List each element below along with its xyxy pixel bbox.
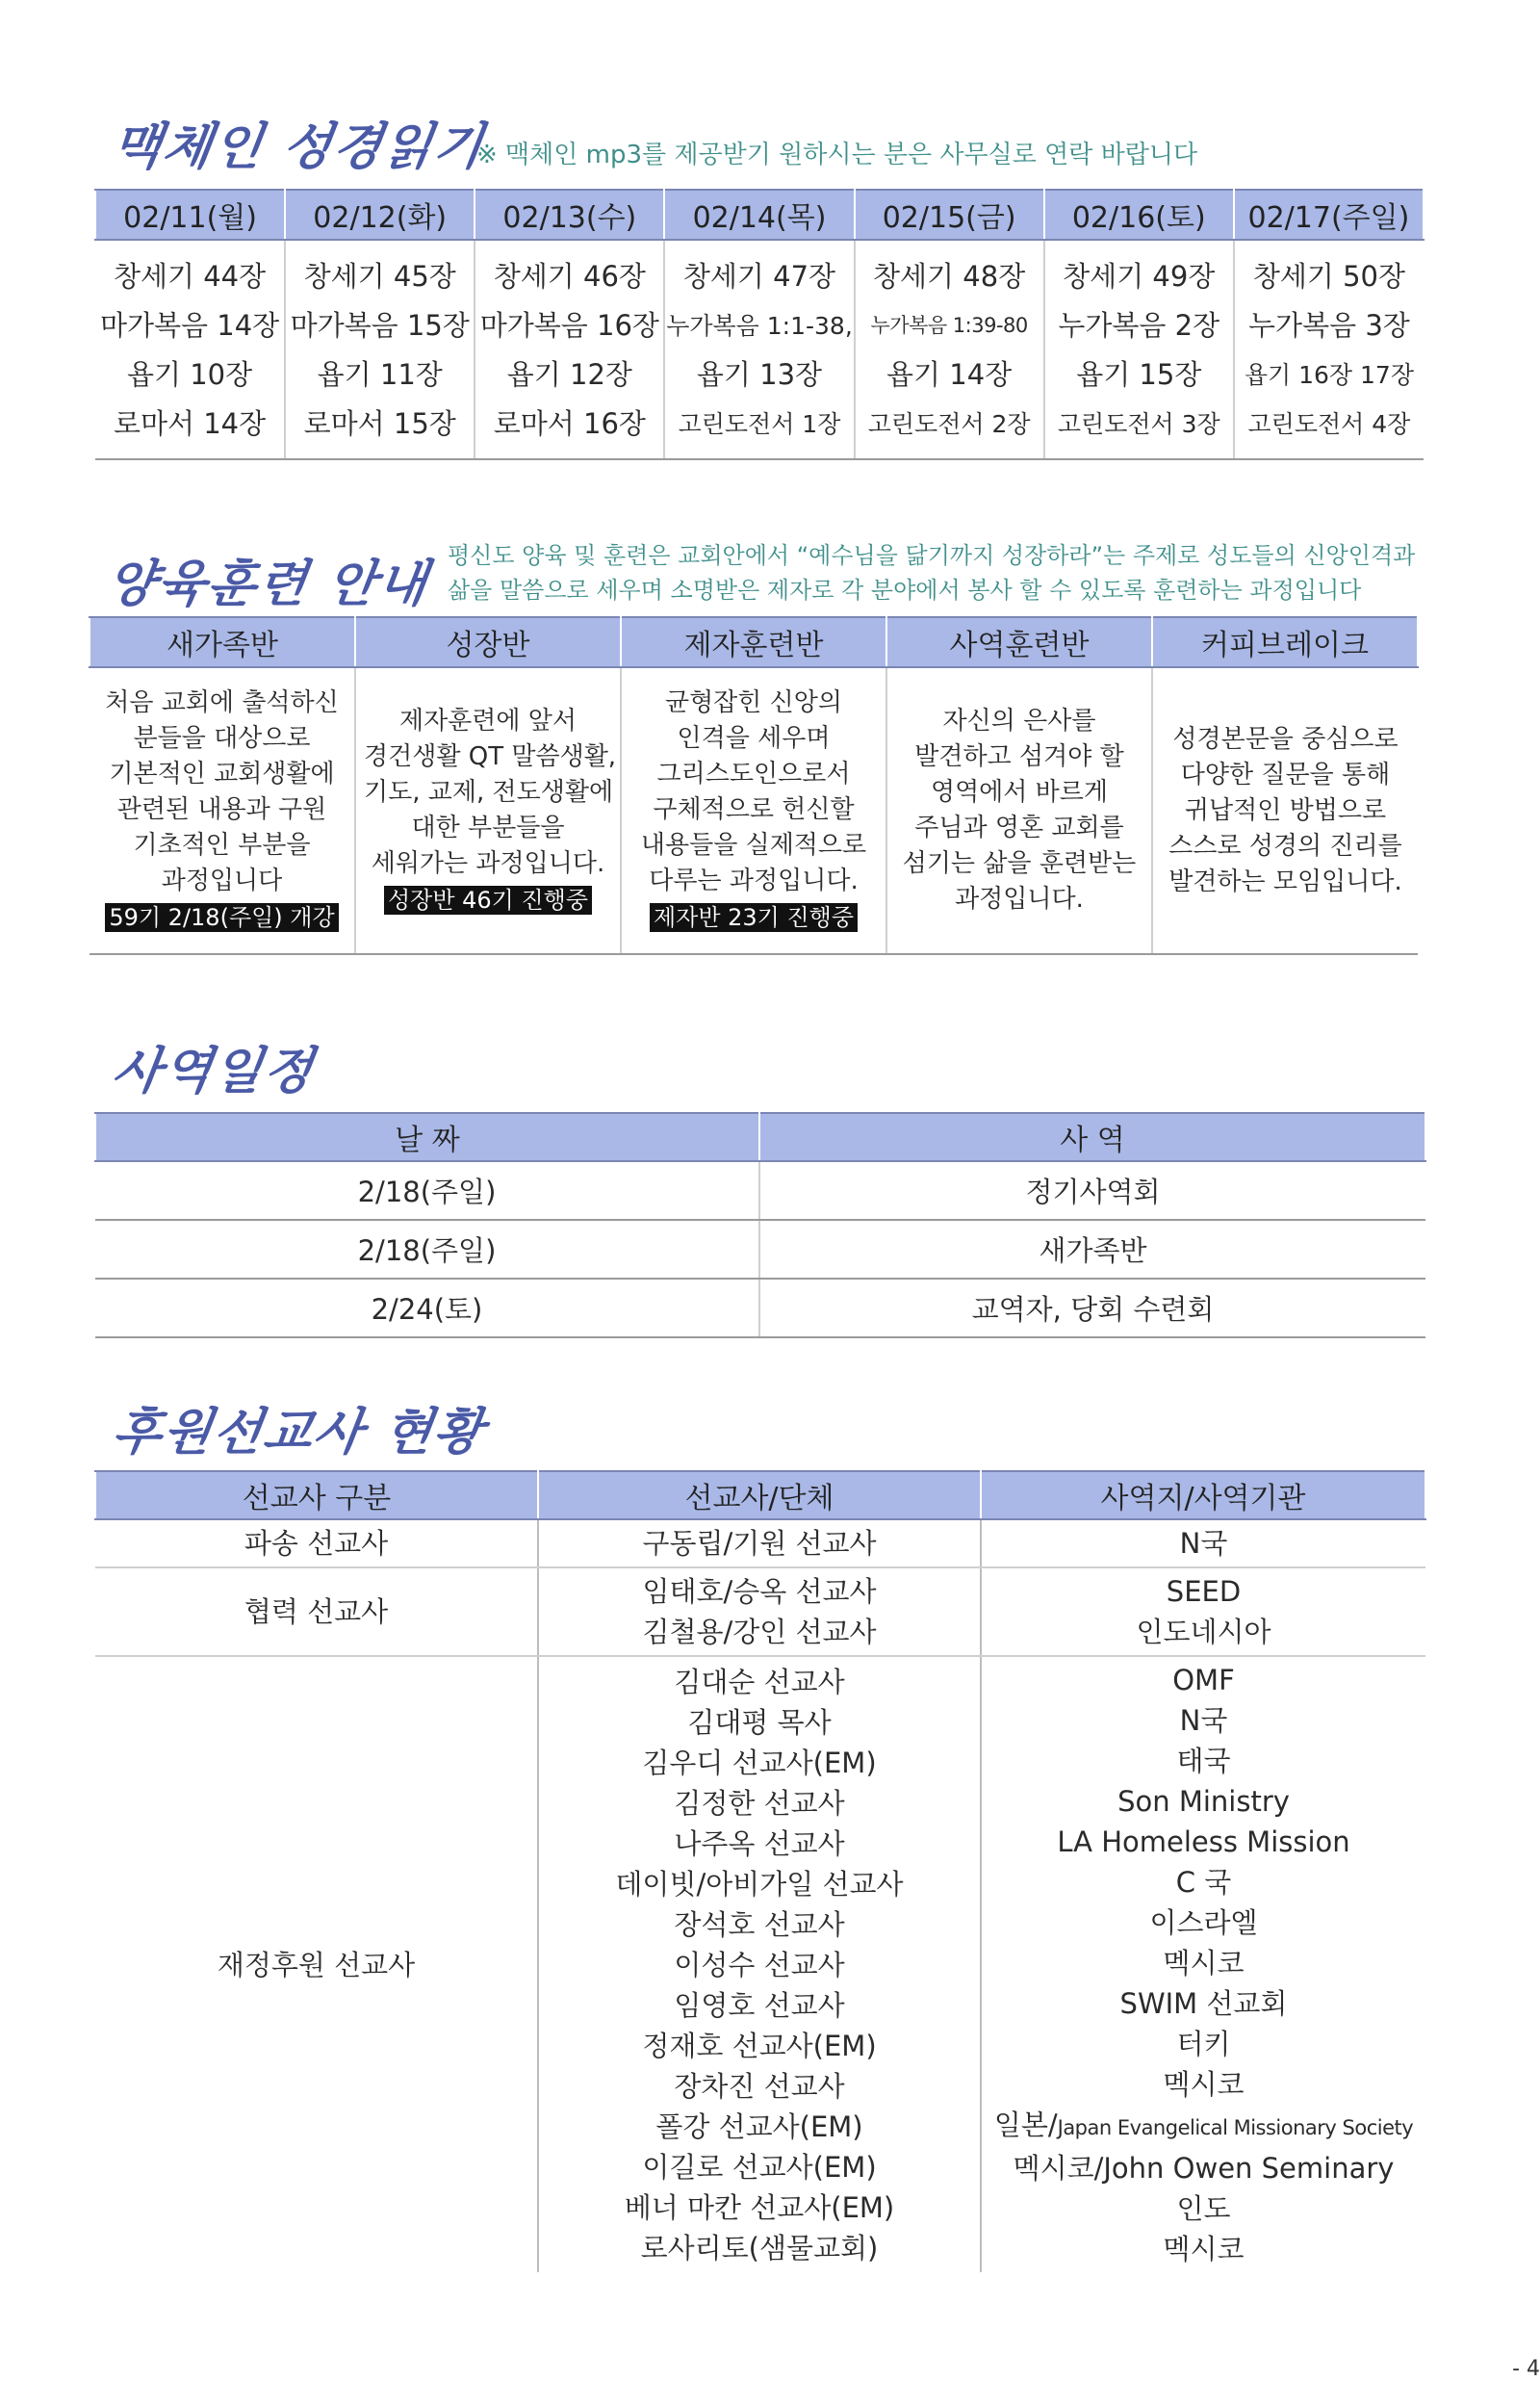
reading-line: 고린도전서 2장 xyxy=(867,410,1031,438)
course-line: 주님과 영혼 교회를 xyxy=(914,814,1124,842)
course-line: 인격을 세우며 xyxy=(677,724,831,753)
missionary-place xyxy=(982,2105,1425,2148)
reading-line: 고린도전서 3장 xyxy=(1057,410,1220,438)
reading-line: 고린도전서 4장 xyxy=(1247,410,1411,438)
missionary-places xyxy=(981,1567,1425,1656)
reading-line: 창세기 46장 xyxy=(493,260,646,293)
missionary-name: 베너 마칸 선교사(EM) xyxy=(624,2190,895,2224)
course-header: 사역훈련반 xyxy=(886,617,1152,667)
missionary-place: C 국 xyxy=(1175,1866,1232,1899)
missionary-place-header: 사역지/사역기관 xyxy=(981,1471,1425,1519)
reading-line: 누가복음 2장 xyxy=(1058,309,1220,342)
schedule-date: 2/18(주일) xyxy=(95,1161,759,1220)
missionary-name-header: 선교사/단체 xyxy=(538,1471,981,1519)
course-line: 성경본문을 중심으로 xyxy=(1172,724,1399,754)
bible-day-cell xyxy=(95,240,285,459)
bible-date-header: 02/17(주일) xyxy=(1234,190,1424,240)
course-header: 성장반 xyxy=(355,617,621,667)
missionary-place: SWIM 선교회 xyxy=(1119,1987,1288,2020)
course-line: 기초적인 부분을 xyxy=(133,831,311,860)
course-line: 그리스도인으로서 xyxy=(656,760,851,789)
missionary-names xyxy=(538,1656,981,2272)
missionary-name: 구동립/기원 선교사 xyxy=(642,1527,877,1560)
course-description xyxy=(621,667,886,954)
missionary-name: 데이빗/아비가일 선교사 xyxy=(615,1867,904,1901)
missionary-place: OMF xyxy=(1172,1664,1235,1696)
missionary-place-prefix: 일본/ xyxy=(993,2109,1058,2141)
missionary-place: 태국 xyxy=(1176,1745,1231,1777)
course-line: 처음 교회에 출석하신 xyxy=(105,688,339,717)
schedule-event-header: 사 역 xyxy=(759,1113,1425,1161)
missionary-name: 김철용/강인 선교사 xyxy=(642,1616,877,1648)
bible-day-cell xyxy=(855,240,1044,459)
reading-line: 로마서 15장 xyxy=(303,407,456,440)
course-line: 대한 부분들을 xyxy=(411,813,565,842)
training-section-title: 양육훈련 안내 xyxy=(103,556,432,613)
course-line: 자신의 은사를 xyxy=(942,707,1096,736)
course-line: 다양한 질문을 통해 xyxy=(1180,760,1391,789)
reading-line: 창세기 50장 xyxy=(1252,260,1406,293)
missionary-place: N국 xyxy=(1179,1527,1228,1560)
missionary-place: 터키 xyxy=(1176,2028,1231,2060)
course-header: 제자훈련반 xyxy=(621,617,886,667)
bible-date-header: 02/13(수) xyxy=(475,190,664,240)
training-table xyxy=(89,616,1419,955)
course-line: 분들을 대상으로 xyxy=(133,724,311,753)
table-row xyxy=(95,1656,1425,2272)
missionary-category-header: 선교사 구분 xyxy=(95,1471,538,1519)
reading-line: 창세기 49장 xyxy=(1063,260,1216,293)
table-row xyxy=(95,1567,1425,1656)
bible-date-header: 02/15(금) xyxy=(855,190,1044,240)
course-line: 세워가는 과정입니다. xyxy=(371,848,605,878)
reading-line: 창세기 44장 xyxy=(113,260,267,293)
bible-date-header: 02/16(토) xyxy=(1044,190,1234,240)
missionary-place: SEED xyxy=(1166,1575,1242,1608)
course-header: 새가족반 xyxy=(90,617,355,667)
course-line: 귀납적인 방법으로 xyxy=(1184,795,1387,825)
missionary-name: 폴강 선교사(EM) xyxy=(655,2109,863,2143)
reading-line: 마가복음 14장 xyxy=(99,309,280,342)
bible-day-cell xyxy=(664,240,854,459)
missionary-places xyxy=(981,1519,1425,1567)
schedule-table xyxy=(94,1112,1426,1338)
course-line: 과정입니다 xyxy=(161,867,283,895)
course-status-badge: 제자반 23기 진행중 xyxy=(650,903,858,932)
course-line: 관련된 내용과 구원 xyxy=(116,795,327,824)
missionary-places xyxy=(981,1656,1425,2272)
course-description xyxy=(355,667,621,954)
course-line: 제자훈련에 앞서 xyxy=(398,706,578,736)
missionary-name: 정재호 선교사(EM) xyxy=(642,2029,877,2062)
bible-day-cell xyxy=(1044,240,1234,459)
schedule-event: 정기사역회 xyxy=(759,1161,1425,1220)
course-line: 구체적으로 헌신할 xyxy=(653,795,855,824)
missionary-place: 멕시코/John Owen Seminary xyxy=(1013,2152,1395,2185)
missionary-table xyxy=(94,1470,1426,2272)
missionary-name: 김정한 선교사 xyxy=(674,1786,845,1820)
missionary-place: LA Homeless Mission xyxy=(1057,1825,1350,1858)
course-line: 기도, 교제, 전도생활에 xyxy=(364,777,614,807)
course-status-badge: 59기 2/18(주일) 개강 xyxy=(105,903,338,932)
missionary-place: 이스라엘 xyxy=(1149,1906,1258,1939)
course-line: 내용들을 실제적으로 xyxy=(640,831,867,860)
missionary-category: 재정후원 선교사 xyxy=(217,1948,416,1981)
reading-line: 누가복음 1:1-38, xyxy=(666,312,853,340)
training-intro-line: 삶을 말씀으로 세우며 소명받은 제자로 각 분야에서 봉사 할 수 있도록 훈련하는 과정입니다 xyxy=(448,577,1362,604)
schedule-date-header: 날 짜 xyxy=(95,1113,759,1161)
bible-date-header: 02/12(화) xyxy=(285,190,475,240)
missionary-category: 협력 선교사 xyxy=(95,1567,538,1656)
course-line: 스스로 성경의 진리를 xyxy=(1168,831,1402,861)
course-status-badge: 성장반 46기 진행중 xyxy=(384,886,592,915)
course-header: 커피브레이크 xyxy=(1152,617,1418,667)
schedule-date: 2/24(토) xyxy=(95,1279,759,1337)
reading-line: 욥기 14장 xyxy=(886,358,1013,391)
bible-day-cell xyxy=(285,240,475,459)
course-line: 균형잡힌 신앙의 xyxy=(664,688,843,717)
schedule-section-title: 사역일정 xyxy=(109,1043,319,1100)
course-description xyxy=(886,667,1152,954)
reading-line: 고린도전서 1장 xyxy=(678,410,841,438)
missionary-name: 임태호/승옥 선교사 xyxy=(642,1575,877,1608)
reading-line: 누가복음 3장 xyxy=(1248,309,1410,342)
table-row xyxy=(95,1279,1425,1337)
bible-section-title: 맥체인 성경읽기 xyxy=(109,118,489,176)
reading-line: 욥기 13장 xyxy=(696,358,823,391)
course-line: 발견하는 모임입니다. xyxy=(1168,867,1402,896)
missionary-name: 이길로 선교사(EM) xyxy=(642,2150,877,2184)
reading-line: 마가복음 16장 xyxy=(479,309,659,342)
course-line: 영역에서 바르게 xyxy=(930,778,1109,807)
missionary-place: Son Ministry xyxy=(1117,1785,1290,1818)
missionary-name: 나주옥 선교사 xyxy=(674,1826,845,1860)
missionary-name: 로사리토(샘물교회) xyxy=(640,2231,879,2265)
missionary-place: N국 xyxy=(1179,1704,1228,1737)
reading-line: 욥기 12장 xyxy=(506,358,632,391)
course-description xyxy=(90,667,355,954)
reading-line: 창세기 47장 xyxy=(682,260,836,293)
reading-line: 로마서 16장 xyxy=(493,407,646,440)
missionary-place: 멕시코 xyxy=(1163,2068,1245,2101)
schedule-event: 새가족반 xyxy=(759,1220,1425,1279)
schedule-date: 2/18(주일) xyxy=(95,1220,759,1279)
bible-note: ※ 맥체인 mp3를 제공받기 원하시는 분은 사무실로 연락 바랍니다 xyxy=(476,141,1198,169)
course-line: 과정입니다. xyxy=(955,885,1084,914)
missionary-place: 멕시코 xyxy=(1163,2233,1245,2265)
reading-line: 욥기 11장 xyxy=(317,358,443,391)
reading-line: 욥기 16장 17장 xyxy=(1244,361,1414,389)
course-line: 기본적인 교회생활에 xyxy=(109,760,335,789)
training-intro-line: 평신도 양육 및 훈련은 교회안에서 “예수님을 닮기까지 성장하라”는 주제로 성도들의 신앙인격과 xyxy=(448,542,1416,569)
course-description xyxy=(1152,667,1418,954)
reading-line: 누가복음 1:39-80 xyxy=(870,314,1028,337)
reading-line: 마가복음 15장 xyxy=(290,309,470,342)
missionary-names xyxy=(538,1519,981,1567)
course-line: 섬기는 삶을 훈련받는 xyxy=(902,849,1137,878)
course-line: 경건생활 QT 말씀생활, xyxy=(364,741,617,771)
reading-line: 로마서 14장 xyxy=(113,407,267,440)
training-intro xyxy=(448,538,1420,608)
bible-date-header: 02/14(목) xyxy=(664,190,854,240)
bible-date-header: 02/11(월) xyxy=(95,190,285,240)
missionary-place: 인도네시아 xyxy=(1136,1616,1271,1648)
missionary-place: 멕시코 xyxy=(1163,1947,1245,1980)
missionary-name: 장차진 선교사 xyxy=(674,2069,845,2103)
bible-day-cell xyxy=(1234,240,1424,459)
reading-line: 창세기 45장 xyxy=(303,260,456,293)
table-row xyxy=(95,1161,1425,1220)
reading-line: 욥기 15장 xyxy=(1076,358,1202,391)
table-row xyxy=(95,1220,1425,1279)
bible-reading-table xyxy=(94,189,1424,460)
table-row xyxy=(95,1519,1425,1567)
reading-line: 욥기 10장 xyxy=(126,358,253,391)
course-line: 다루는 과정입니다. xyxy=(649,867,859,895)
missionary-name: 임영호 선교사 xyxy=(674,1988,845,2022)
missionary-names xyxy=(538,1567,981,1656)
missionary-name: 이성수 선교사 xyxy=(674,1948,845,1981)
reading-line: 창세기 48장 xyxy=(873,260,1026,293)
missionary-name: 장석호 선교사 xyxy=(674,1907,845,1941)
course-line: 발견하고 섬겨야 할 xyxy=(914,742,1124,771)
missionary-name: 김대평 목사 xyxy=(687,1705,832,1739)
missionary-place: 인도 xyxy=(1176,2192,1231,2225)
bible-day-cell xyxy=(475,240,664,459)
missionary-name: 김대순 선교사 xyxy=(674,1665,845,1698)
missionary-section-title: 후원선교사 현황 xyxy=(109,1404,489,1462)
page-number: - 4 xyxy=(1512,2357,1540,2381)
missionary-category: 파송 선교사 xyxy=(95,1519,538,1567)
missionary-name: 김우디 선교사(EM) xyxy=(642,1746,877,1779)
missionary-place-org: Japan Evangelical Missionary Society xyxy=(1057,2116,1414,2139)
schedule-event: 교역자, 당회 수련회 xyxy=(759,1279,1425,1337)
